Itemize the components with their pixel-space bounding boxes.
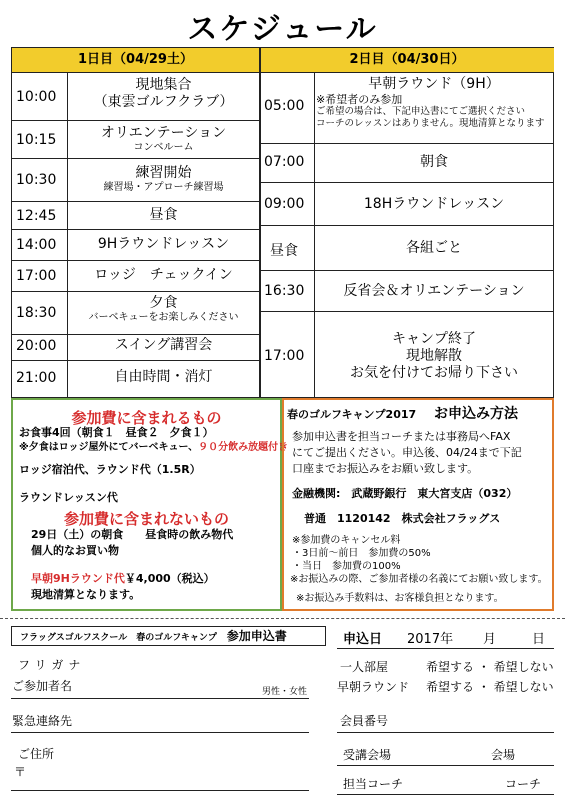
day1-time-3: 10:30 [16,172,57,188]
day1-event-3: 練習開始 練習場・アプローチ練習場 [103,165,224,193]
included-meals: お食事4回（朝食１ 昼食２ 夕食１） [19,426,214,439]
apply-account: 普通 1120142 株式会社フラッグス [304,512,501,525]
day2-event-6: キャンプ終了 現地解散 お気を付けてお帰り下さい [350,331,518,381]
day1-header: 1日目（04/29土） [12,48,259,73]
day2-event-2: 朝食 [420,154,448,170]
excluded-line4: 現地清算となります。 [31,588,141,601]
day2-event-3: 18Hラウンドレッスン [363,196,505,212]
date-year: 2017年 [407,632,454,647]
day1-time-2: 10:15 [16,132,57,148]
day2-event-5: 反省会＆オリエンテーション [343,283,525,299]
gender-label[interactable]: 男性・女性 [262,687,308,697]
page-title: スケジュール [187,12,378,47]
apply-body-3: 口座までお振込みをお願い致します。 [292,462,479,475]
day1-time-7: 18:30 [16,305,57,321]
excluded-line1: 29日（土）の朝食 昼食時の飲み物代 [31,528,234,541]
day2-event-1: 早朝ラウンド（9H） ※希望者のみ参加 ご希望の場合は、下記申込書にてご選択ください コーチのレッスンはありません。現地清算となります [316,76,545,129]
day2-time-6: 17:00 [264,348,305,364]
date-month: 月 [483,632,497,647]
day1-event-6: ロッジ チェックイン [94,267,233,283]
day2-header: 2日目（04/30日） [259,48,554,73]
day1-event-7: 夕食 バーベキューをお楽しみください [88,295,239,323]
day2-time-5: 16:30 [264,283,305,299]
single-room-choice[interactable]: 希望する ・ 希望しない [426,660,554,674]
cancel-line-2: ・当日 参加費の100% [292,561,401,572]
day2-time-3: 09:00 [264,196,305,212]
apply-heading-right: お申込み方法 [434,406,518,422]
day1-event-9: 自由時間・消灯 [114,369,213,385]
day2-time-1: 05:00 [264,98,305,114]
included-meals-note: ※夕食はロッジ屋外にてバーベキュー、９０分飲み放題付き [19,442,289,453]
day1-time-6: 17:00 [16,268,57,284]
day1-time-8: 20:00 [16,338,57,354]
member-number-label: 会員番号 [340,714,389,728]
fee-info-box [11,398,289,611]
day2-time-divider [314,72,315,397]
apply-bank: 金融機関: 武蔵野銀行 東大宮支店（032） [292,487,518,500]
coach-label: 担当コーチ [343,777,404,791]
day2-event-4: 各組ごと [406,240,462,256]
apply-note-2: ※お振込み手数料は、お客様負担となります。 [296,593,504,604]
cancel-line-1: ・3日前～前日 参加費の50% [292,548,431,559]
day1-event-8: スイング講習会 [114,337,213,353]
early-round-choice[interactable]: 希望する ・ 希望しない [426,680,554,694]
name-field-line[interactable] [11,698,309,699]
day2-time-2: 07:00 [264,154,305,170]
day1-event-4: 昼食 [149,207,178,223]
day2-time-4: 昼食 [270,243,298,259]
apply-note-1: ※お振込みの際、ご参加者様の名義にてお願い致します。 [290,574,548,585]
postal-mark: 〒 [14,765,27,779]
day1-event-2: オリエンテーション コンベルーム [100,125,227,153]
venue-suffix: 会場 [491,748,516,762]
apply-body-2: にてご提出ください。申込後、04/24まで下記 [292,446,522,459]
single-room-label: 一人部屋 [340,660,389,674]
apply-body-1: 参加申込書を担当コーチまたは事務局へFAX [292,430,511,443]
coach-field-line[interactable] [337,794,554,795]
address-field-line[interactable] [11,790,309,791]
day1-event-1: 現地集合 （東雲ゴルフクラブ） [93,77,234,110]
day1-time-1: 10:00 [16,89,57,105]
included-title: 参加費に含まれるもの [71,409,222,427]
cut-line [0,618,565,619]
application-method-box [282,398,554,611]
included-lodge: ロッジ宿泊代、ラウンド代（1.5R） [19,463,201,476]
form-header: フラッグスゴルフスクール 春のゴルフキャンプ 参加申込書 [11,626,326,646]
day1-time-5: 14:00 [16,237,57,253]
day1-time-4: 12:45 [16,208,57,224]
venue-label: 受講会場 [343,748,392,762]
excluded-early-fee: 早朝9Hラウンド代￥4,000（税込） [31,572,215,585]
excluded-title: 参加費に含まれないもの [63,510,229,528]
schedule-table [11,47,554,398]
member-field-line[interactable] [337,732,554,733]
excluded-line2: 個人的なお買い物 [31,544,119,557]
date-label: 申込日 [343,632,383,647]
emergency-contact-label: 緊急連絡先 [12,714,73,728]
early-round-label: 早朝ラウンド [337,680,410,694]
participant-name-label: ご参加者名 [12,679,73,693]
day1-event-5: 9Hラウンドレッスン [97,236,230,252]
date-day: 日 [532,632,546,647]
day1-time-9: 21:00 [16,370,57,386]
coach-suffix: コーチ [505,777,542,791]
center-divider [259,48,261,397]
address-label: ご住所 [18,747,55,761]
cancel-title: ※参加費のキャンセル料 [292,535,401,546]
venue-field-line[interactable] [337,765,554,766]
emergency-field-line[interactable] [11,732,309,733]
apply-heading-left: 春のゴルフキャンプ2017 [287,408,417,421]
furigana-label: フリガナ [18,658,86,672]
included-lesson: ラウンドレッスン代 [19,491,118,504]
